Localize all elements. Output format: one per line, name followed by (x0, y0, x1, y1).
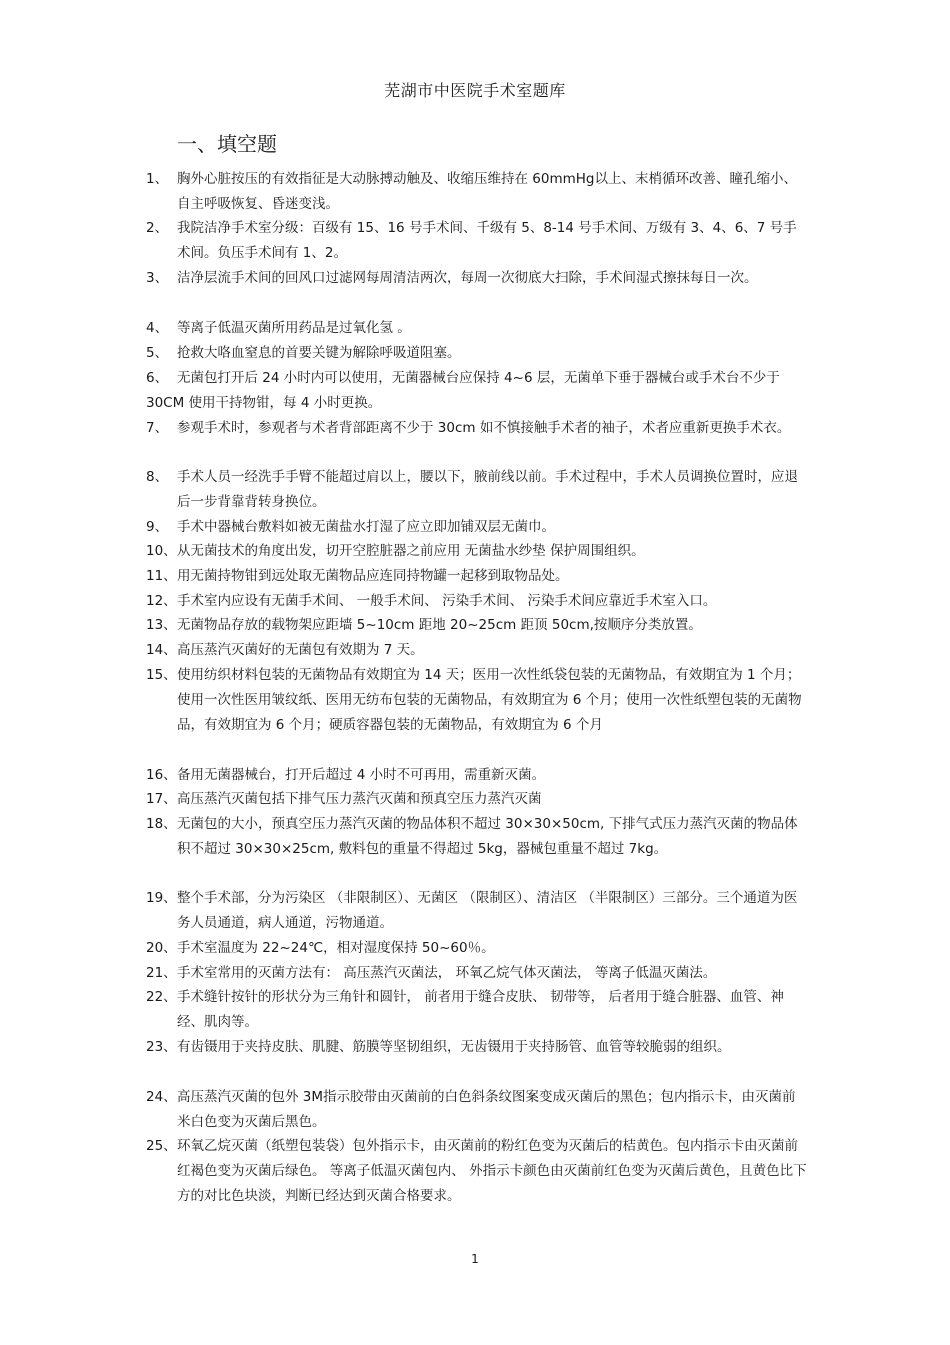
question-number: 19、 (146, 890, 177, 906)
question-item (146, 936, 808, 961)
question-text: 手术室常用的灭菌方法有： 高压蒸汽灭菌法， 环氧乙烷气体灭菌法， 等离子低温灭菌法。 (177, 965, 717, 981)
question-number: 10、 (146, 543, 177, 559)
question-item (146, 638, 808, 663)
question-number: 7、 (146, 420, 169, 436)
question-text: 有齿镊用于夹持皮肤、肌腱、筋膜等坚韧组织，无齿镊用于夹持肠管、血管等较脆弱的组织。 (177, 1039, 731, 1055)
question-number: 6、 (146, 370, 169, 386)
question-item (146, 366, 808, 416)
question-number: 21、 (146, 965, 177, 981)
question-item (146, 216, 808, 266)
question-number: 23、 (146, 1039, 177, 1055)
question-number: 25、 (146, 1138, 177, 1154)
question-item (146, 886, 808, 936)
question-text: 等离子低温灭菌所用药品是过氧化氢 。 (177, 320, 411, 336)
question-text: 无菌物品存放的载物架应距墙 5~10cm 距地 20~25cm 距顶 50cm,按顺序分类放置。 (177, 617, 702, 633)
question-text: 使用纺织材料包装的无菌物品有效期宜为 14 天；医用一次性纸袋包装的无菌物品，有效期宜为 1 个月；使用一次性医用皱纹纸、医用无纺布包装的无菌物品，有效期宜为 6 个月；使用一次性纸塑包装的无菌物品，有效期宜为 6 个月；硬质容器包装的无菌物品，有效期宜为 6 个月 (177, 667, 802, 733)
question-text: 抢救大咯血窒息的首要关键为解除呼吸道阻塞。 (177, 345, 461, 361)
question-item (146, 961, 808, 986)
document-title: 芜湖市中医院手术室题库 (384, 81, 566, 100)
question-item (146, 763, 808, 788)
question-number: 15、 (146, 667, 177, 683)
question-item (146, 812, 808, 862)
question-item (146, 613, 808, 638)
question-text: 无菌包打开后 24 小时内可以使用，无菌器械台应保持 4~6 层，无菌单下垂于器械台或手术台不少于 30CM 使用干持物钳，每 4 小时更换。 (146, 370, 785, 411)
question-number: 14、 (146, 642, 177, 658)
question-item (146, 589, 808, 614)
question-item (146, 787, 808, 812)
question-item (146, 266, 808, 291)
question-text: 备用无菌器械台，打开后超过 4 小时不可再用，需重新灭菌。 (177, 767, 546, 783)
question-text: 高压蒸汽灭菌的包外 3M指示胶带由灭菌前的白色斜条纹图案变成灭菌后的黑色；包内指示卡，由灭菌前米白色变为灭菌后黑色。 (177, 1089, 796, 1130)
question-item (146, 564, 808, 589)
question-number: 8、 (146, 469, 169, 485)
question-number: 1、 (146, 171, 169, 187)
question-text: 用无菌持物钳到远处取无菌物品应连同持物罐一起移到取物品处。 (177, 568, 569, 584)
question-item (146, 539, 808, 564)
question-item (146, 316, 808, 341)
question-text: 胸外心脏按压的有效指征是大动脉搏动触及、收缩压维持在 60mmHg以上、末梢循环改善、瞳孔缩小、自主呼吸恢复、昏迷变浅。 (177, 171, 797, 212)
question-number: 3、 (146, 270, 169, 286)
question-text: 手术室内应设有无菌手术间、 一般手术间、 污染手术间、 污染手术间应靠近手术室入口。 (177, 593, 717, 609)
question-number: 16、 (146, 767, 177, 783)
question-item (146, 416, 808, 441)
question-item (146, 1035, 808, 1060)
question-number: 24、 (146, 1089, 177, 1105)
question-text: 整个手术部，分为污染区 （非限制区）、无菌区 （限制区）、清洁区 （半限制区）三部分。三个通道为医务人员通道，病人通道，污物通道。 (177, 890, 798, 931)
question-item (146, 1134, 808, 1208)
question-item (146, 167, 808, 217)
question-item (146, 1085, 808, 1135)
question-number: 5、 (146, 345, 169, 361)
question-number: 11、 (146, 568, 177, 584)
question-number: 17、 (146, 791, 177, 807)
question-text: 手术中器械台敷料如被无菌盐水打湿了应立即加铺双层无菌巾。 (177, 519, 555, 535)
question-text: 无菌包的大小，预真空压力蒸汽灭菌的物品体积不超过 30×30×50cm, 下排气式压力蒸汽灭菌的物品体积不超过 30×30×25cm, 敷料包的重量不得超过 5kg，器械包重量不超过 7kg。 (177, 816, 798, 857)
section-title: 一、填空题 (177, 132, 277, 156)
question-text: 参观手术时，参观者与术者背部距离不少于 30cm 如不慎接触手术者的袖子，术者应重新更换手术衣。 (177, 420, 791, 436)
page-number: 1 (471, 1252, 479, 1266)
question-item (146, 663, 808, 737)
question-number: 20、 (146, 940, 177, 956)
question-text: 我院洁净手术室分级：百级有 15、16 号手术间、千级有 5、8-14 号手术间、万级有 3、4、6、7 号手术间。负压手术间有 1、2。 (177, 220, 797, 261)
question-number: 9、 (146, 519, 169, 535)
question-number: 13、 (146, 617, 177, 633)
question-number: 18、 (146, 816, 177, 832)
question-number: 4、 (146, 320, 169, 336)
question-item (146, 465, 808, 515)
question-item (146, 515, 808, 540)
question-number: 12、 (146, 593, 177, 609)
question-number: 2、 (146, 220, 169, 236)
question-item (146, 341, 808, 366)
question-number: 22、 (146, 989, 177, 1005)
question-text: 高压蒸汽灭菌好的无菌包有效期为 7 天。 (177, 642, 424, 658)
question-text: 手术人员一经洗手手臂不能超过肩以上，腰以下，腋前线以前。手术过程中，手术人员调换位置时，应退后一步背靠背转身换位。 (177, 469, 798, 510)
question-text: 手术缝针按针的形状分为三角针和圆针， 前者用于缝合皮肤、 韧带等， 后者用于缝合脏器、血管、神经、肌肉等。 (177, 989, 784, 1030)
question-text: 洁净层流手术间的回风口过滤网每周清洁两次，每周一次彻底大扫除，手术间湿式擦抹每日一次。 (177, 270, 758, 286)
question-text: 高压蒸汽灭菌包括下排气压力蒸汽灭菌和预真空压力蒸汽灭菌 (177, 791, 542, 807)
question-text: 从无菌技术的角度出发，切开空腔脏器之前应用 无菌盐水纱垫 保护周围组织。 (177, 543, 645, 559)
question-text: 环氧乙烷灭菌（纸塑包装袋）包外指示卡，由灭菌前的粉红色变为灭菌后的桔黄色。包内指示卡由灭菌前红褐色变为灭菌后绿色。 等离子低温灭菌包内、 外指示卡颜色由灭菌前红色变为灭菌后黄色，且黄色比下方的对比色块淡，判断已经达到灭菌合格要求。 (177, 1138, 807, 1204)
question-text: 手术室温度为 22~24℃，相对湿度保持 50~60％。 (177, 940, 495, 956)
question-item (146, 985, 808, 1035)
